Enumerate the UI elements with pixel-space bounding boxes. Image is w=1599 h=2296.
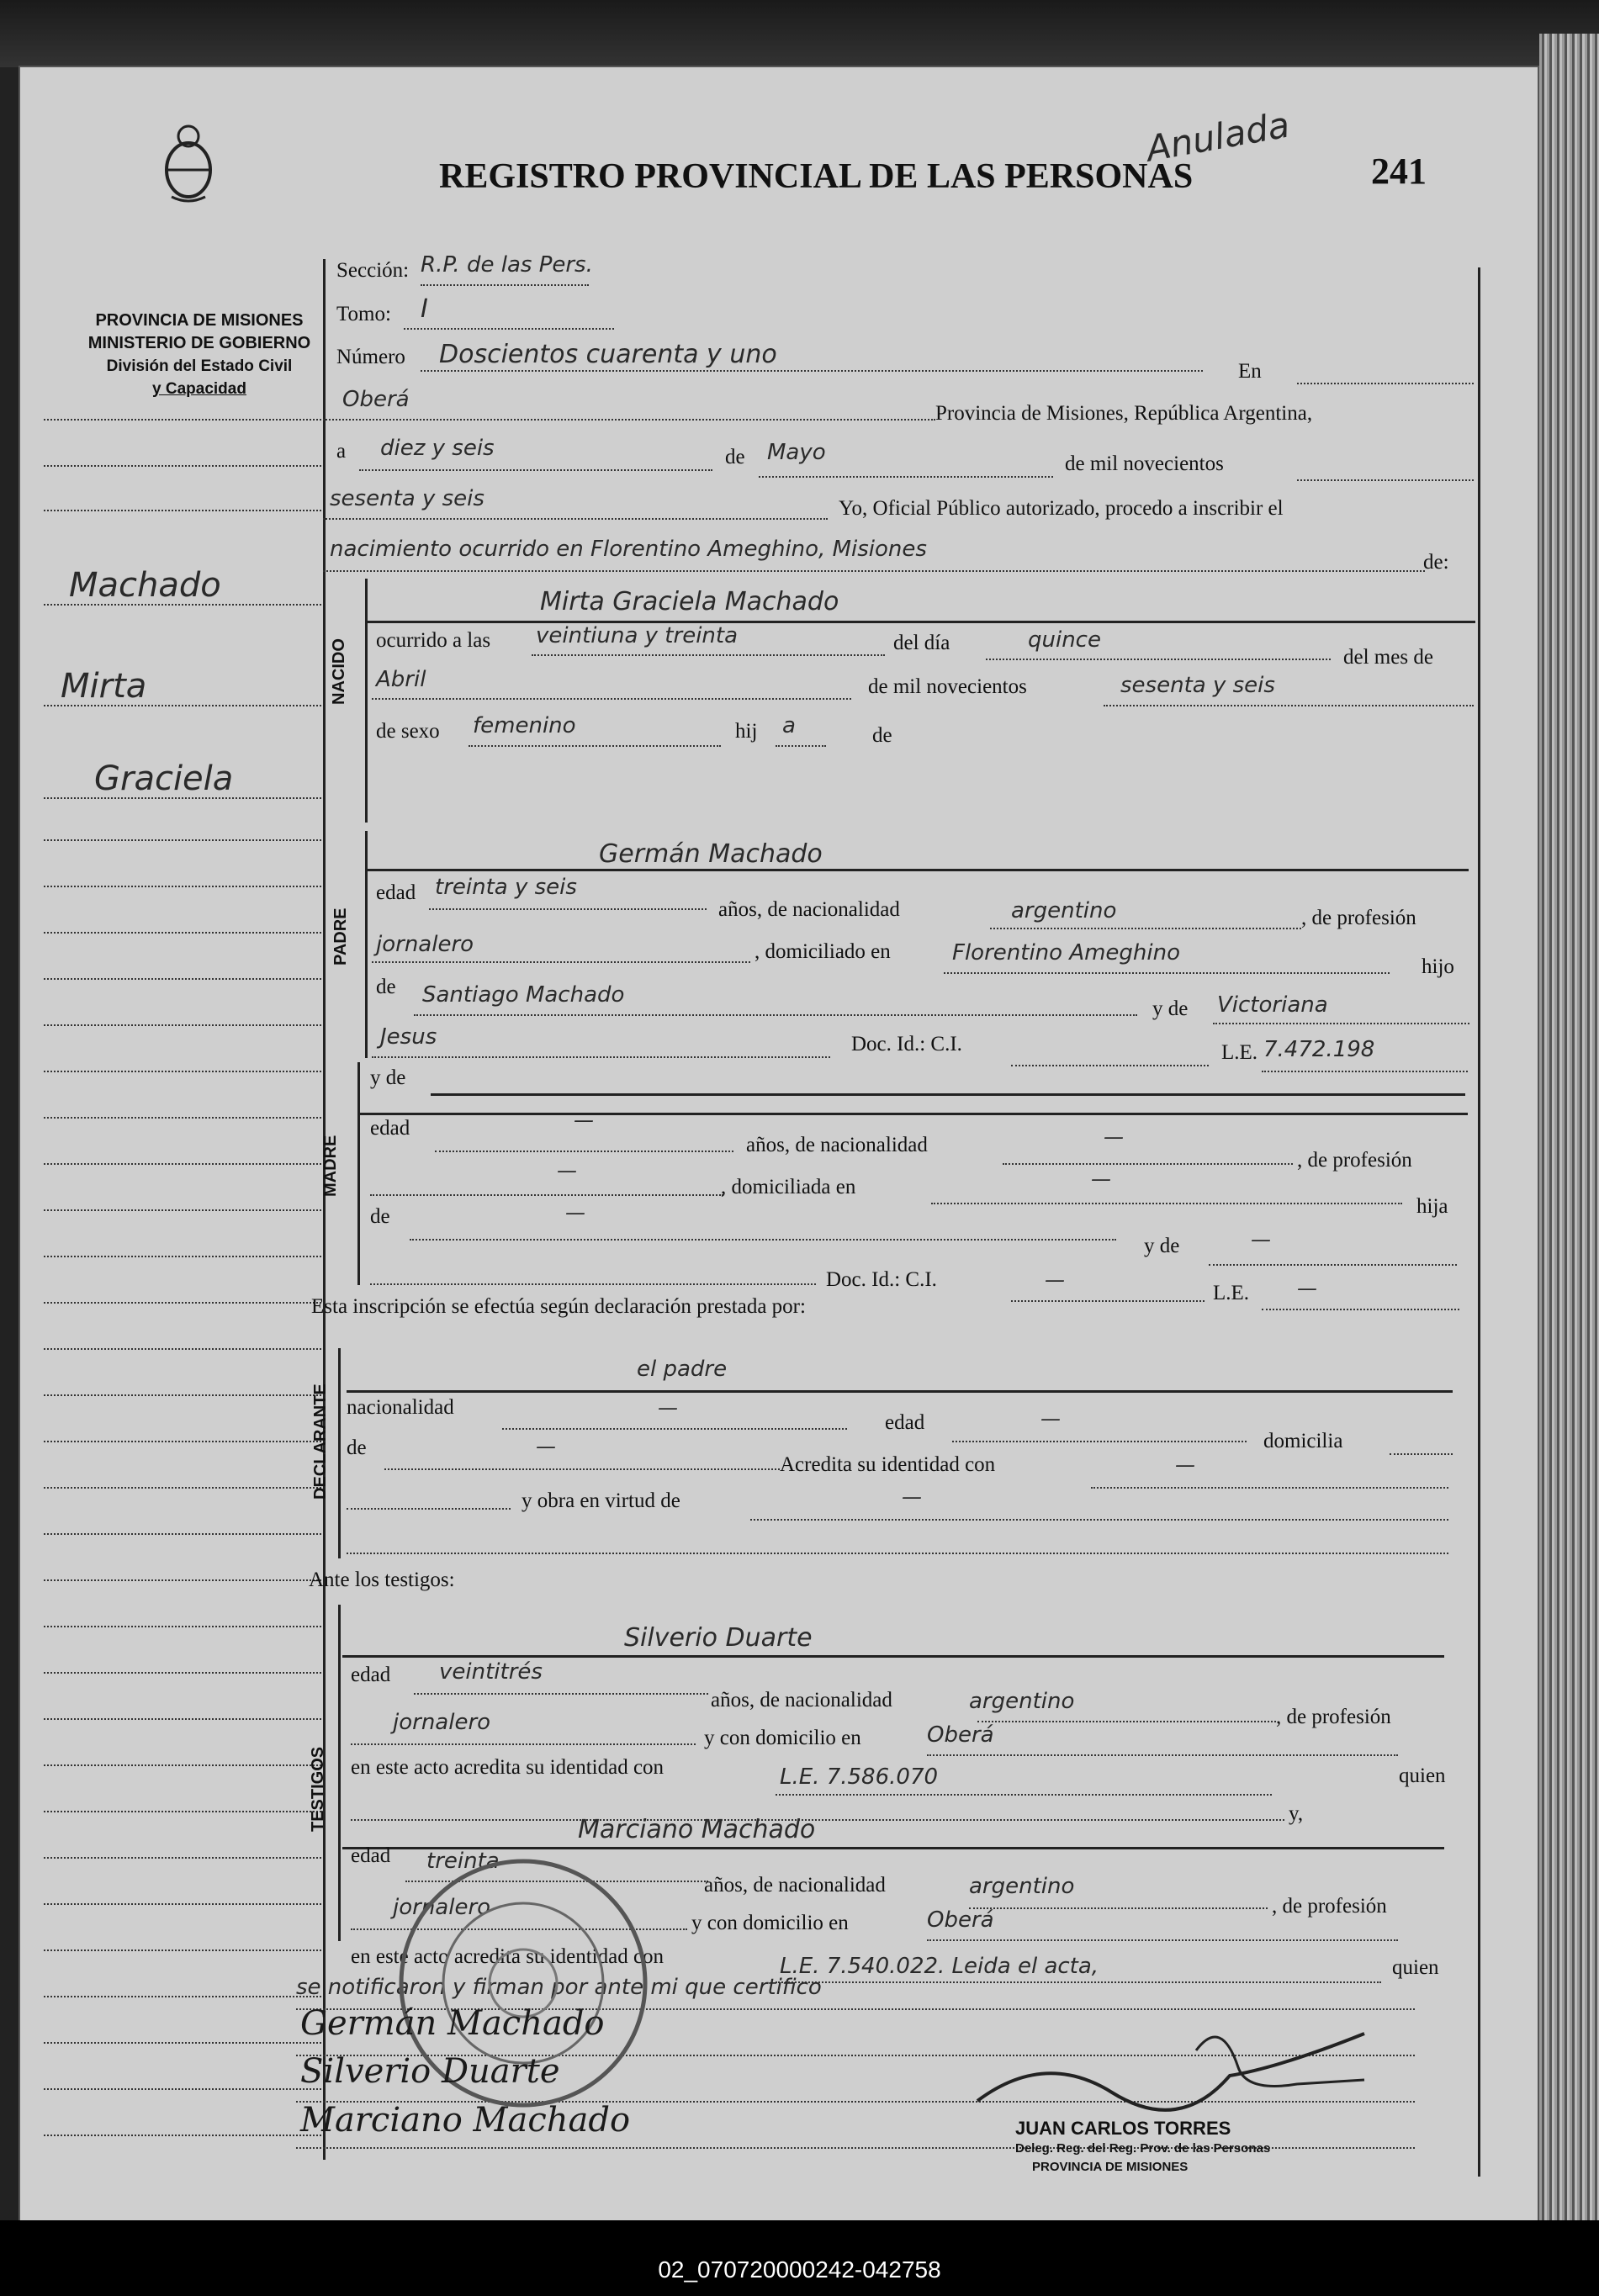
value-abuela: Victoriana — [1217, 992, 1328, 1018]
label-decl-acredita: Acredita su identidad con — [780, 1453, 996, 1476]
label-oficial: Yo, Oficial Público autorizado, procedo a inscribir el — [839, 497, 1284, 520]
label-madre-doc: Doc. Id.: C.I. — [826, 1268, 937, 1291]
section-declarante: DECLARANTE — [311, 1383, 330, 1500]
label-de-mil-nov: de mil novecientos — [868, 675, 1027, 698]
value-t2-edad: treinta — [426, 1849, 500, 1874]
issuer-province: PROVINCIA DE MISIONES — [95, 311, 304, 330]
issuer-division: División del Estado Civil — [106, 357, 293, 375]
value-madre-prof: — — [557, 1159, 577, 1182]
value-testigo1: Silverio Duarte — [624, 1623, 813, 1653]
value-padre-nac: argentino — [1011, 898, 1117, 923]
label-t2-prof: , de profesión — [1272, 1895, 1387, 1918]
right-border — [1478, 267, 1480, 2177]
label-t1-edad: edad — [351, 1664, 391, 1686]
label-madre-de: de — [370, 1205, 390, 1228]
label-hija: hija — [1416, 1195, 1448, 1218]
page-title: REGISTRO PROVINCIAL DE LAS PERSONAS — [439, 157, 1194, 196]
label-padre-doc: Doc. Id.: C.I. — [851, 1033, 962, 1055]
declarante-bracket — [338, 1348, 341, 1558]
label-madre-yde2: y de — [1144, 1235, 1180, 1257]
label-madre-le: L.E. — [1213, 1282, 1250, 1304]
label-testigos: Ante los testigos: — [309, 1569, 455, 1591]
label-decl-dom: domicilia — [1263, 1430, 1343, 1452]
label-t2-quien: quien — [1392, 1956, 1439, 1979]
value-t1-prof: jornalero — [393, 1710, 491, 1735]
value-t1-nac: argentino — [969, 1689, 1075, 1714]
value-sexo: femenino — [473, 713, 576, 738]
value-madre-de: — — [565, 1201, 585, 1225]
signature-testigo1: Silverio Duarte — [300, 2052, 560, 2091]
label-t1-acredita: en este acto acredita su identidad con — [351, 1756, 664, 1779]
label-t2-dom: y con domicilio en — [691, 1912, 849, 1934]
value-abuelo: Santiago Machado — [422, 982, 625, 1008]
label-madre-dom: , domiciliada en — [721, 1176, 856, 1198]
value-t2-prof: jornalero — [393, 1895, 491, 1920]
margin-surname: Machado — [69, 566, 221, 605]
value-inscribe: nacimiento ocurrido en Florentino Ameghino, Misiones — [330, 537, 927, 562]
label-t2-edad: edad — [351, 1844, 391, 1867]
label-en: En — [1238, 360, 1262, 383]
label-mil-novecientos: de mil novecientos — [1065, 452, 1224, 475]
page-number: 241 — [1371, 151, 1427, 192]
label-de-colon: de: — [1423, 551, 1449, 574]
label-padre-nac: años, de nacionalidad — [718, 898, 900, 921]
value-decl-nac: — — [658, 1396, 678, 1420]
value-numero: Doscientos cuarenta y uno — [439, 340, 777, 369]
label-padre-yde: y de — [1152, 997, 1189, 1020]
value-decl-en: — — [536, 1435, 556, 1458]
value-t1-dom: Oberá — [927, 1722, 994, 1748]
issuer-block — [61, 309, 338, 400]
label-t1-y: y, — [1289, 1802, 1304, 1825]
official-role: Deleg. Reg. del Reg. Prov. de las Personas — [1015, 2141, 1271, 2156]
value-madre-doc: — — [1045, 1268, 1065, 1292]
signature-testigo2: Marciano Machado — [300, 2101, 631, 2140]
value-padre-le: 7.472.198 — [1263, 1037, 1375, 1062]
issuer-division-2: y Capacidad — [152, 380, 246, 398]
label-padre-dom: , domiciliado en — [754, 940, 891, 963]
value-t1-doc: L.E. 7.586.070 — [780, 1764, 939, 1790]
value-padre-nombre: Germán Machado — [599, 839, 823, 869]
value-madre-yde2: — — [1251, 1228, 1271, 1251]
label-t1-prof: , de profesión — [1276, 1706, 1391, 1728]
annulled-note: Anulada — [1143, 103, 1293, 170]
label-del-mes: del mes de — [1343, 646, 1433, 669]
official-name: JUAN CARLOS TORRES — [1015, 2118, 1231, 2139]
value-dia: diez y seis — [380, 436, 495, 461]
value-madre-le: — — [1297, 1277, 1317, 1300]
label-decl-edad: edad — [885, 1411, 925, 1434]
official-province: PROVINCIA DE MISIONES — [1032, 2160, 1189, 2174]
section-testigos: TESTIGOS — [309, 1746, 327, 1832]
label-madre-edad: edad — [370, 1117, 410, 1140]
value-t1-edad: veintitrés — [439, 1659, 543, 1685]
value-seccion: R.P. de las Pers. — [421, 252, 593, 278]
value-t2-doc: L.E. 7.540.022. Leida el acta, — [780, 1954, 1099, 1979]
scan-caption: 02_070720000242-042758 — [658, 2256, 941, 2283]
label-declaracion: Esta inscripción se efectúa según declaración prestada por: — [311, 1295, 806, 1318]
value-lugar: Oberá — [342, 387, 410, 412]
label-decl-obra: y obra en virtud de — [522, 1489, 680, 1512]
label-madre-yde: y de — [370, 1066, 406, 1089]
value-dia-nac: quince — [1028, 627, 1101, 653]
value-tomo: I — [421, 294, 428, 324]
label-seccion: Sección: — [336, 259, 410, 282]
value-anio: sesenta y seis — [330, 486, 484, 511]
label-a: a — [336, 440, 347, 463]
signature-padre: Germán Machado — [300, 2004, 605, 2043]
label-decl-en: de — [347, 1436, 367, 1459]
label-madre-prof: , de profesión — [1297, 1149, 1412, 1172]
value-madre-dom: — — [1091, 1167, 1111, 1191]
value-testigo2: Marciano Machado — [578, 1815, 816, 1844]
margin-first-name: Mirta — [61, 667, 147, 706]
nacido-bracket — [365, 579, 368, 823]
value-hora: veintiuna y treinta — [536, 623, 739, 648]
value-anio-nac: sesenta y seis — [1120, 673, 1275, 698]
value-t2-nac: argentino — [969, 1874, 1075, 1899]
main-column-border — [323, 259, 326, 2160]
value-padre-dom: Florentino Ameghino — [952, 940, 1181, 965]
label-t1-dom: y con domicilio en — [704, 1727, 861, 1749]
label-padre-le: L.E. — [1221, 1041, 1258, 1064]
value-mes-nac: Abril — [376, 667, 426, 692]
label-tomo: Tomo: — [336, 303, 391, 325]
value-padre-edad: treinta y seis — [435, 875, 577, 900]
value-decl-obra: — — [902, 1485, 922, 1509]
value-decl-acredita: — — [1175, 1453, 1195, 1477]
label-madre-nac: años, de nacionalidad — [746, 1134, 928, 1156]
section-madre: MADRE — [321, 1135, 340, 1197]
label-sexo: de sexo — [376, 720, 440, 743]
value-declarante: el padre — [637, 1357, 728, 1382]
madre-bracket — [357, 1062, 360, 1285]
section-nacido: NACIDO — [330, 638, 348, 705]
label-de: de — [725, 446, 745, 468]
value-abuela2: Jesus — [380, 1024, 437, 1050]
value-hij: a — [782, 713, 796, 738]
coat-of-arms-icon — [155, 121, 222, 205]
label-numero: Número — [336, 346, 405, 368]
value-madre-nac: — — [1104, 1125, 1124, 1149]
scan-background — [0, 0, 1599, 67]
value-cierre: se notificaron y firman por ante mi que certifico — [296, 1975, 822, 2000]
book-page-edges — [1539, 34, 1599, 2220]
value-padre-prof: jornalero — [376, 932, 474, 957]
register-page — [19, 66, 1539, 2227]
padre-bracket — [365, 831, 368, 1058]
label-t2-nac: años, de nacionalidad — [704, 1874, 886, 1897]
value-decl-edad: — — [1040, 1407, 1061, 1431]
label-padre-prof: , de profesión — [1301, 907, 1416, 929]
label-hijo: hijo — [1422, 955, 1454, 978]
label-decl-nac: nacionalidad — [347, 1396, 454, 1419]
label-padre-de: de — [376, 976, 396, 998]
issuer-ministry: MINISTERIO DE GOBIERNO — [87, 334, 311, 352]
label-hij: hij — [735, 720, 758, 743]
value-nombre: Mirta Graciela Machado — [540, 587, 839, 616]
label-del-dia: del día — [893, 632, 950, 654]
value-t2-dom: Oberá — [927, 1907, 994, 1933]
label-ocurrido: ocurrido a las — [376, 629, 491, 652]
value-mes: Mayo — [767, 440, 826, 465]
label-t1-nac: años, de nacionalidad — [711, 1689, 892, 1711]
label-padre-edad: edad — [376, 881, 416, 904]
label-provincia: Provincia de Misiones, República Argentina, — [935, 402, 1313, 425]
label-t2-acredita: en este acto acredita su identidad con — [351, 1945, 664, 1968]
label-t1-quien: quien — [1399, 1764, 1446, 1787]
margin-middle-name: Graciela — [94, 759, 234, 798]
testigos-bracket — [338, 1605, 341, 1941]
value-madre-edad: — — [574, 1108, 594, 1132]
section-padre: PADRE — [331, 907, 350, 965]
label-de-2: de — [872, 724, 892, 747]
